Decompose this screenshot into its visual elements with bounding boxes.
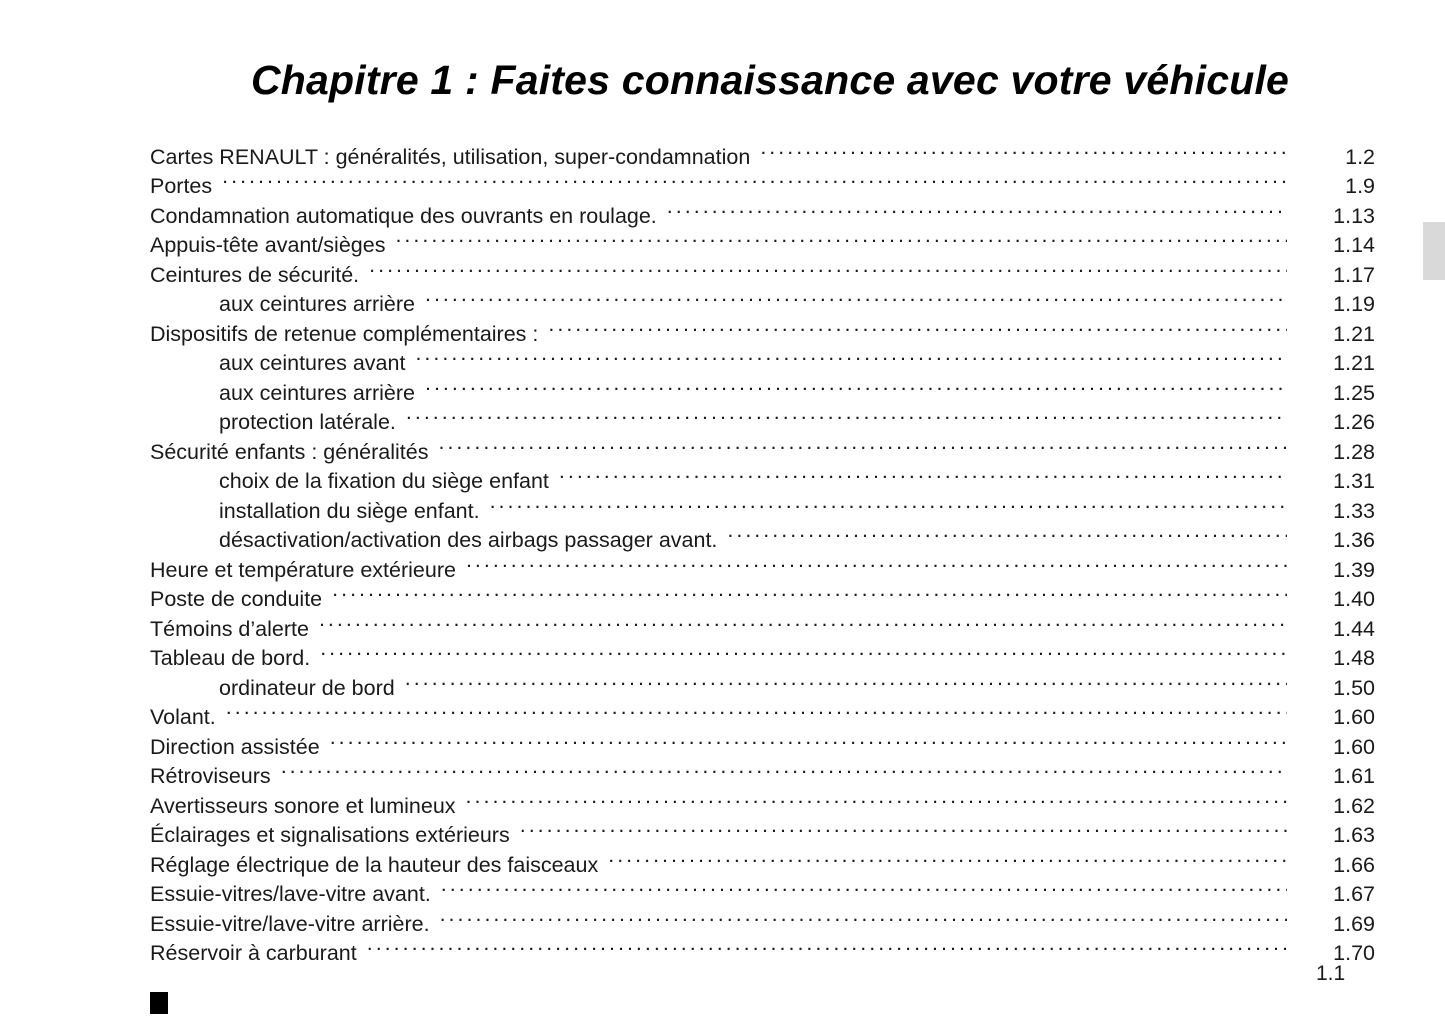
toc-entry-page: 1.66 [1333, 852, 1375, 877]
toc-entry[interactable] [150, 319, 1375, 349]
toc-entry-page: 1.9 [1345, 174, 1375, 198]
toc-leader-dots [319, 614, 1287, 636]
toc-leader-dots [226, 703, 1287, 725]
toc-entry-label: aux ceintures avant [219, 351, 406, 375]
toc-entry[interactable] [150, 555, 1375, 585]
toc-entry[interactable] [150, 791, 1375, 821]
toc-entry[interactable] [150, 231, 1375, 261]
toc-entry[interactable] [150, 172, 1375, 202]
toc-entry-label: installation du siège enfant. [219, 498, 480, 523]
toc-leader-dots [548, 319, 1287, 341]
toc-entry-label: Sécurité enfants : généralités [150, 439, 429, 464]
toc-entry[interactable] [150, 349, 1375, 379]
toc-entry-page: 1.33 [1333, 498, 1375, 523]
toc-entry-page: 1.21 [1333, 321, 1375, 346]
toc-entry-page: 1.2 [1345, 144, 1375, 169]
toc-entry[interactable] [150, 821, 1375, 851]
toc-entry-label: Tableau de bord. [150, 646, 311, 670]
toc-entry-label: Éclairages et signalisations extérieurs [150, 823, 510, 847]
toc-leader-dots [367, 939, 1287, 961]
toc-entry-label: Volant. [150, 705, 216, 729]
toc-leader-dots [667, 201, 1287, 223]
toc-entry-page: 1.50 [1333, 675, 1375, 700]
toc-entry-label: Rétroviseurs [150, 764, 271, 788]
toc-entry[interactable] [150, 496, 1375, 526]
toc-entry-label: ordinateur de bord [219, 675, 395, 700]
toc-leader-dots [466, 791, 1287, 813]
toc-entry-page: 1.60 [1333, 705, 1375, 729]
table-of-contents [150, 142, 1375, 968]
page-edge-tab-marker [1423, 222, 1445, 280]
toc-entry[interactable] [150, 673, 1375, 703]
corner-marker [150, 992, 168, 1014]
toc-entry-page: 1.36 [1333, 528, 1375, 552]
toc-entry[interactable] [150, 467, 1375, 497]
toc-entry-label: Dispositifs de retenue complémentaires : [150, 321, 539, 346]
toc-entry-page: 1.61 [1333, 764, 1375, 788]
toc-leader-dots [222, 172, 1287, 194]
toc-entry-page: 1.13 [1333, 203, 1375, 228]
toc-entry-label: Réservoir à carburant [150, 941, 357, 965]
toc-leader-dots [330, 732, 1287, 754]
toc-entry[interactable] [150, 909, 1375, 939]
toc-entry-page: 1.62 [1333, 793, 1375, 818]
toc-entry-label: Heure et température extérieure [150, 557, 456, 582]
toc-leader-dots [332, 585, 1287, 607]
toc-entry-label: Appuis-tête avant/sièges [150, 233, 386, 257]
toc-entry-page: 1.70 [1333, 941, 1375, 965]
toc-leader-dots [490, 496, 1287, 518]
toc-entry-page: 1.40 [1333, 587, 1375, 611]
toc-entry-page: 1.28 [1333, 439, 1375, 464]
page-title: Chapitre 1 : Faites connaissance avec votre véhicule [250, 57, 1290, 104]
toc-entry-label: Essuie-vitres/lave-vitre avant. [150, 882, 431, 906]
toc-entry-page: 1.19 [1333, 292, 1375, 316]
toc-entry[interactable] [150, 732, 1375, 762]
toc-entry-page: 1.63 [1333, 823, 1375, 847]
toc-leader-dots [727, 526, 1287, 548]
toc-entry-page: 1.31 [1333, 469, 1375, 493]
toc-entry[interactable] [150, 142, 1375, 172]
toc-entry-label: aux ceintures arrière [219, 292, 415, 316]
toc-entry-label: désactivation/activation des airbags passager avant. [219, 528, 718, 552]
toc-entry-page: 1.67 [1333, 882, 1375, 906]
toc-entry-label: Ceintures de sécurité. [150, 262, 360, 287]
toc-entry-page: 1.44 [1333, 616, 1375, 641]
toc-entry-page: 1.60 [1333, 734, 1375, 759]
toc-entry[interactable] [150, 437, 1375, 467]
toc-entry[interactable] [150, 378, 1375, 408]
toc-leader-dots [369, 260, 1287, 282]
toc-leader-dots [281, 762, 1287, 784]
toc-entry[interactable] [150, 408, 1375, 438]
toc-entry-label: Témoins d’alerte [150, 616, 309, 641]
page-folio: 1.1 [1316, 962, 1346, 985]
toc-entry[interactable] [150, 290, 1375, 320]
toc-leader-dots [441, 880, 1287, 902]
toc-entry-label: Essuie-vitre/lave-vitre arrière. [150, 911, 430, 936]
toc-entry-page: 1.69 [1333, 911, 1375, 936]
toc-leader-dots [438, 437, 1287, 459]
toc-entry-label: choix de la fixation du siège enfant [219, 469, 549, 493]
toc-entry-page: 1.26 [1333, 410, 1375, 434]
toc-leader-dots [320, 644, 1287, 666]
toc-leader-dots [608, 850, 1287, 872]
toc-entry[interactable] [150, 850, 1375, 880]
toc-entry-label: Poste de conduite [150, 587, 323, 611]
toc-leader-dots [405, 673, 1287, 695]
toc-entry[interactable] [150, 260, 1375, 290]
toc-entry[interactable] [150, 762, 1375, 792]
toc-entry[interactable] [150, 526, 1375, 556]
toc-leader-dots [440, 909, 1287, 931]
toc-leader-dots [395, 231, 1287, 253]
toc-entry[interactable] [150, 614, 1375, 644]
toc-entry-label: Réglage électrique de la hauteur des faisceaux [150, 852, 599, 877]
toc-entry-page: 1.17 [1333, 262, 1375, 287]
toc-entry[interactable] [150, 644, 1375, 674]
toc-entry[interactable] [150, 939, 1375, 969]
toc-entry-label: Cartes RENAULT : généralités, utilisation, super-condamnation [150, 144, 751, 169]
toc-entry[interactable] [150, 201, 1375, 231]
toc-entry-label: Avertisseurs sonore et lumineux [150, 793, 456, 818]
toc-entry-page: 1.39 [1333, 557, 1375, 582]
toc-leader-dots [406, 408, 1287, 430]
toc-leader-dots [760, 142, 1287, 164]
toc-entry-page: 1.14 [1333, 233, 1375, 257]
toc-leader-dots [466, 555, 1287, 577]
toc-entry-label: aux ceintures arrière [219, 380, 415, 405]
toc-entry-page: 1.48 [1333, 646, 1375, 670]
toc-entry-page: 1.21 [1333, 351, 1375, 375]
toc-entry-page: 1.25 [1333, 380, 1375, 405]
toc-entry-label: protection latérale. [219, 410, 396, 434]
toc-entry[interactable] [150, 703, 1375, 733]
toc-leader-dots [415, 349, 1287, 371]
toc-leader-dots [425, 290, 1287, 312]
toc-leader-dots [559, 467, 1287, 489]
toc-entry[interactable] [150, 880, 1375, 910]
toc-leader-dots [520, 821, 1287, 843]
toc-entry-label: Portes [150, 174, 213, 198]
toc-entry-label: Direction assistée [150, 734, 320, 759]
toc-leader-dots [425, 378, 1287, 400]
toc-entry[interactable] [150, 585, 1375, 615]
toc-entry-label: Condamnation automatique des ouvrants en roulage. [150, 203, 657, 228]
